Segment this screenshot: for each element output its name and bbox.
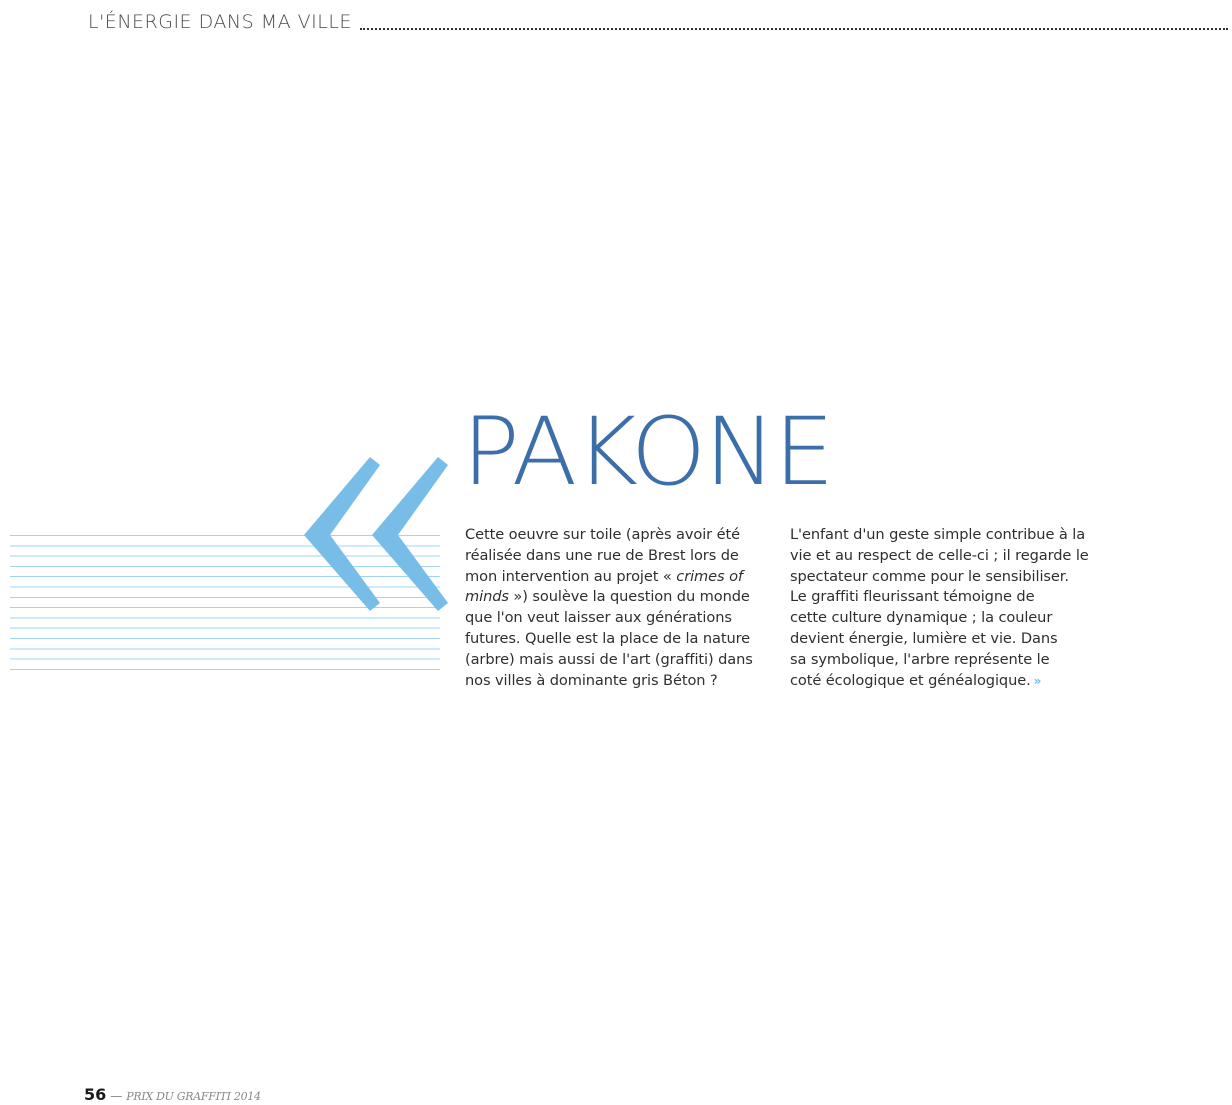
text-line: que l'on veut laisser aux générations	[465, 609, 732, 627]
text-line: Le graffiti fleurissant témoigne de	[790, 588, 1035, 606]
text-fragment: coté écologique et généalogique.	[790, 671, 1031, 689]
text-fragment: mon intervention au projet «	[465, 567, 677, 585]
footer-dash: —	[110, 1089, 123, 1103]
text-line: cette culture dynamique ; la couleur	[790, 609, 1053, 627]
text-line: vie et au respect de celle-ci ; il regarde le	[790, 546, 1089, 564]
open-guillemet-icon	[300, 455, 452, 613]
text-line: nos villes à dominante gris Béton ?	[465, 671, 718, 689]
text-line	[465, 587, 765, 608]
page-number: 56	[84, 1085, 107, 1104]
double-chevron-right-icon: »	[1033, 673, 1042, 688]
project-name-italic: crimes of	[676, 567, 743, 585]
page-footer	[84, 1085, 261, 1105]
text-line: Cette oeuvre sur toile (après avoir été	[465, 526, 740, 543]
text-line: réalisée dans une rue de Brest lors de	[465, 546, 739, 564]
text-line	[790, 671, 1100, 692]
text-line: futures. Quelle est la place de la nature	[465, 629, 751, 647]
text-line: L'enfant d'un geste simple contribue à la	[790, 526, 1086, 543]
dotted-rule	[360, 28, 1228, 30]
project-name-italic: minds	[465, 588, 509, 606]
article-column-right	[790, 525, 1100, 691]
section-header	[88, 6, 1228, 32]
text-line: sa symbolique, l'arbre représente le	[790, 650, 1050, 668]
publication-name: PRIX DU GRAFFITI 2014	[126, 1090, 261, 1103]
text-line: devient énergie, lumière et vie. Dans	[790, 629, 1058, 647]
article-title: PAKONE	[462, 398, 833, 507]
text-line: (arbre) mais aussi de l'art (graffiti) dans	[465, 650, 753, 668]
section-title: L'ÉNERGIE DANS MA VILLE	[88, 11, 352, 33]
text-line: spectateur comme pour le sensibiliser.	[790, 567, 1069, 585]
text-fragment: ») soulève la question du monde	[508, 588, 750, 606]
text-line	[465, 567, 765, 588]
article-column-left	[465, 525, 765, 691]
